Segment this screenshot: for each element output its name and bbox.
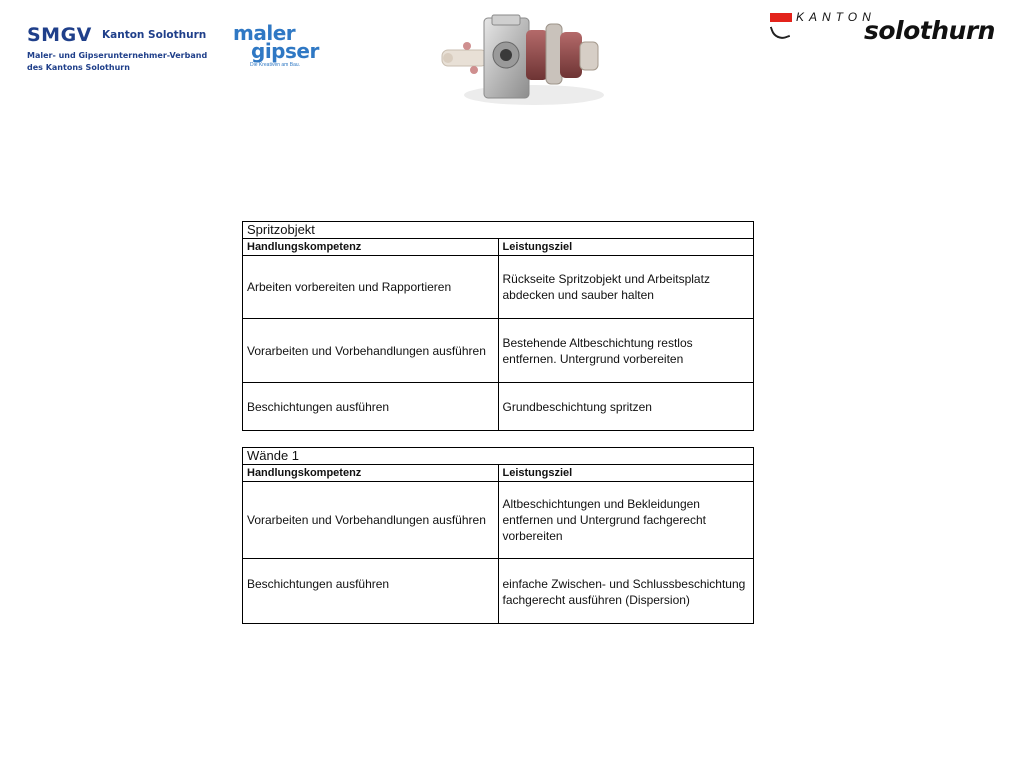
column-header: Leistungsziel — [498, 239, 754, 256]
table-title: Wände 1 — [243, 448, 754, 465]
maler-word: maler — [233, 21, 296, 45]
table-cell: Vorarbeiten und Vorbehandlungen ausführen — [243, 319, 499, 383]
table-waende-1 — [242, 447, 754, 624]
kanton-solothurn-logo — [770, 10, 1015, 44]
column-header: Leistungsziel — [498, 465, 754, 482]
table-cell: Vorarbeiten und Vorbehandlungen ausführen — [243, 482, 499, 559]
table-row — [243, 559, 754, 624]
column-header: Handlungskompetenz — [243, 465, 499, 482]
smgv-name: SMGV — [27, 24, 92, 46]
table-cell: Bestehende Altbeschichtung restlos entfernen. Untergrund vorbereiten — [498, 319, 754, 383]
maler-gipser-logo — [233, 21, 319, 68]
gipser-word: gipser — [251, 39, 319, 63]
table-title: Spritzobjekt — [243, 222, 754, 239]
table-cell: einfache Zwischen- und Schlussbeschichtung fachgerecht ausführen (Dispersion) — [498, 559, 754, 624]
table-cell: Arbeiten vorbereiten und Rapportieren — [243, 256, 499, 319]
smgv-line-2: des Kantons Solothurn — [27, 63, 130, 72]
table-cell: Beschichtungen ausführen — [243, 559, 499, 624]
table-spritzobjekt — [242, 221, 754, 431]
solothurn-word: solothurn — [864, 16, 995, 45]
table-cell: Altbeschichtungen und Bekleidungen entfernen und Untergrund fachgerecht vorbereiten — [498, 482, 754, 559]
smgv-logo — [27, 24, 207, 74]
table-row — [243, 256, 754, 319]
maler-gipser-tagline: Die Kreativen am Bau. — [250, 62, 301, 68]
table-row — [243, 383, 754, 431]
column-header: Handlungskompetenz — [243, 239, 499, 256]
table-cell: Beschichtungen ausführen — [243, 383, 499, 431]
kanton-word: KANTON — [796, 10, 876, 24]
table-cell: Rückseite Spritzobjekt und Arbeitsplatz abdecken und sauber halten — [498, 256, 754, 319]
table-row — [243, 319, 754, 383]
swoosh-icon — [770, 22, 791, 43]
smgv-region: Kanton Solothurn — [102, 29, 207, 41]
smgv-line-1: Maler- und Gipserunternehmer-Verband — [27, 51, 208, 60]
table-row — [243, 482, 754, 559]
spray-fitting-image — [434, 10, 610, 115]
table-cell: Grundbeschichtung spritzen — [498, 383, 754, 431]
flag-icon — [770, 13, 792, 22]
